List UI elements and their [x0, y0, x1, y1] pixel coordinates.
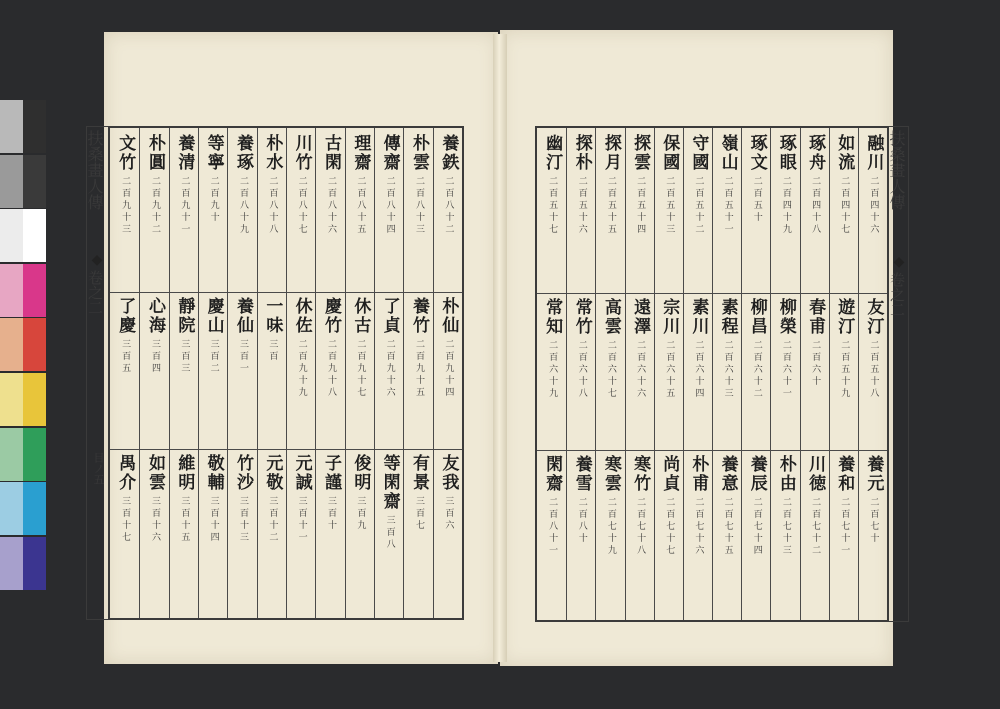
index-entry [110, 297, 139, 375]
index-column [257, 128, 286, 618]
artist-name: 傳齋 [379, 134, 400, 172]
artist-name: 慶山 [203, 297, 224, 336]
page-reference: 二百六十七 [605, 339, 616, 400]
color-swatch [0, 264, 23, 317]
page-reference: 三百十二 [267, 495, 278, 544]
artist-name: 元誠 [291, 453, 312, 492]
left-margin-page-number: 目ノ五 [92, 452, 105, 485]
artist-name: 柳榮 [775, 297, 796, 336]
artist-name: 高雲 [600, 297, 621, 336]
artist-name: 心海 [144, 297, 165, 336]
index-entry [655, 134, 683, 236]
color-swatch [23, 209, 46, 262]
page-reference: 二百六十二 [751, 339, 762, 400]
page-reference: 三百八 [384, 514, 395, 551]
artist-name: 探朴 [571, 134, 592, 172]
index-column [227, 128, 256, 618]
artist-name: 子謹 [320, 453, 341, 492]
index-entry [830, 134, 858, 236]
page-reference: 二百七十二 [810, 497, 821, 558]
color-swatch [0, 373, 23, 426]
color-swatch [23, 428, 46, 481]
page-reference: 三百五 [120, 339, 131, 376]
page-reference: 二百六十四 [693, 339, 704, 400]
page-reference: 二百四十九 [780, 176, 791, 236]
page-reference: 二百八十 [576, 497, 587, 546]
artist-name: 養元 [863, 455, 884, 494]
color-swatch [0, 209, 23, 262]
page-reference: 二百六十六 [635, 339, 646, 400]
artist-name: 養雪 [571, 455, 592, 494]
page-reference: 三百十三 [237, 495, 248, 544]
page-reference: 二百九十九 [296, 339, 307, 400]
artist-name: 探雲 [630, 134, 651, 172]
index-entry [375, 134, 403, 236]
color-swatch [0, 318, 23, 371]
page-reference: 三百十一 [296, 495, 307, 544]
index-entry [626, 298, 654, 400]
page-reference: 二百九十八 [325, 339, 336, 400]
artist-name: 了貞 [379, 297, 400, 336]
artist-name: 琢文 [746, 134, 767, 172]
index-entry [801, 134, 829, 236]
index-entry [859, 455, 887, 545]
color-swatch [23, 373, 46, 426]
page-reference: 二百八十三 [413, 176, 424, 236]
color-swatch [0, 100, 23, 153]
page-reference: 二百四十八 [810, 176, 821, 236]
left-margin-title: 扶桑畫人傳 [85, 130, 104, 210]
artist-name: 朴圓 [144, 134, 165, 172]
artist-name: 養鉄 [438, 134, 459, 172]
artist-name: 靜院 [174, 297, 195, 336]
index-column [537, 128, 566, 620]
artist-name: 古閑 [320, 134, 341, 172]
artist-name: 柳昌 [746, 297, 767, 336]
artist-name: 養琢 [232, 134, 253, 172]
page-reference: 三百十四 [208, 495, 219, 544]
index-entry [287, 454, 315, 544]
artist-name: 禺介 [115, 453, 136, 492]
artist-name: 常知 [542, 297, 563, 336]
page-reference: 二百八十五 [355, 176, 366, 236]
artist-name: 川徳 [805, 455, 826, 494]
page-reference: 二百八十二 [443, 176, 454, 236]
index-entry [404, 454, 432, 532]
page-reference: 三百十 [325, 495, 336, 532]
color-swatch [23, 100, 46, 153]
artist-name: 素川 [688, 297, 709, 336]
artist-name: 俊明 [350, 453, 371, 492]
page-reference: 三百一 [237, 339, 248, 376]
page-reference: 二百五十九 [839, 339, 850, 400]
artist-name: 等閑齋 [379, 453, 400, 511]
page-reference: 二百六十一 [780, 339, 791, 400]
index-entry [713, 455, 741, 557]
index-entry [596, 455, 624, 557]
artist-name: 養仙 [232, 297, 253, 336]
index-entry [742, 455, 770, 557]
page-reference: 二百五十七 [547, 176, 558, 236]
index-entry [258, 454, 286, 544]
artist-name: 川竹 [291, 134, 312, 172]
page-reference: 三百十七 [120, 495, 131, 544]
color-swatch [0, 482, 23, 535]
page-reference: 二百七十八 [635, 497, 646, 558]
artist-name: 朴雲 [408, 134, 429, 172]
index-entry [626, 134, 654, 236]
page-reference: 二百七十一 [839, 497, 850, 558]
index-entry [346, 134, 374, 236]
index-entry [567, 134, 595, 236]
index-entry [140, 454, 168, 544]
index-column [595, 128, 624, 620]
index-entry [655, 455, 683, 557]
artist-name: 常竹 [571, 297, 592, 336]
index-entry [228, 134, 256, 236]
left-fold-mark: ◆ [91, 252, 103, 268]
artist-name: 保國 [659, 134, 680, 172]
index-entry [771, 455, 799, 557]
artist-name: 如雲 [144, 453, 165, 492]
page-reference: 二百九十 [208, 176, 219, 224]
artist-name: 幽汀 [542, 134, 563, 172]
index-column [770, 128, 799, 620]
index-column [741, 128, 770, 620]
index-entry [258, 297, 286, 363]
index-column [433, 128, 462, 618]
index-entry [375, 297, 403, 399]
index-column [403, 128, 432, 618]
artist-name: 有景 [408, 453, 429, 492]
index-entry [771, 134, 799, 236]
page-reference: 三百二 [208, 339, 219, 376]
artist-name: 琢眼 [775, 134, 796, 172]
page-reference: 三百三 [179, 339, 190, 376]
page-reference: 二百九十六 [384, 339, 395, 400]
index-column [345, 128, 374, 618]
artist-name: 休古 [350, 297, 371, 336]
page-reference: 二百九十一 [179, 176, 190, 236]
index-column [169, 128, 198, 618]
artist-name: 琢舟 [805, 134, 826, 172]
artist-name: 探月 [600, 134, 621, 172]
index-entry [110, 454, 139, 544]
right-fold-mark: ◆ [893, 254, 905, 270]
index-entry [287, 134, 315, 236]
artist-name: 嶺山 [717, 134, 738, 172]
index-entry [228, 454, 256, 544]
index-column [858, 128, 887, 620]
index-entry [742, 298, 770, 400]
index-entry [684, 298, 712, 400]
page-reference: 二百八十一 [547, 497, 558, 558]
index-entry [567, 298, 595, 400]
page-reference: 二百四十六 [868, 176, 879, 236]
index-entry [830, 455, 858, 557]
page-reference: 三百七 [413, 495, 424, 532]
page-reference: 二百八十九 [237, 176, 248, 236]
index-entry [316, 454, 344, 532]
page-reference: 二百八十六 [325, 176, 336, 236]
index-entry [742, 134, 770, 224]
page-reference: 二百九十五 [413, 339, 424, 400]
page-reference: 二百五十 [751, 176, 762, 224]
index-entry [228, 297, 256, 375]
artist-name: 遊汀 [834, 297, 855, 336]
artist-name: 朴由 [775, 455, 796, 494]
index-entry [346, 297, 374, 399]
index-entry [859, 298, 887, 400]
artist-name: 友汀 [863, 297, 884, 336]
page-reference: 二百五十三 [664, 176, 675, 236]
index-entry [626, 455, 654, 557]
artist-name: 友我 [438, 453, 459, 492]
left-index-table [108, 126, 464, 620]
page-reference: 二百五十二 [693, 176, 704, 236]
page-reference: 二百八十七 [296, 176, 307, 236]
right-margin-title: 扶桑畫人傳 [887, 130, 906, 210]
artist-name: 遠澤 [630, 297, 651, 336]
color-swatch [23, 264, 46, 317]
page-reference: 二百七十七 [664, 497, 675, 558]
index-entry [170, 134, 198, 236]
index-entry [375, 454, 403, 551]
index-entry [404, 297, 432, 399]
color-swatch [0, 428, 23, 481]
index-entry [801, 298, 829, 388]
index-entry [801, 455, 829, 557]
page-reference: 二百九十二 [149, 176, 160, 236]
artist-name: 元敬 [262, 453, 283, 492]
page-reference: 二百八十四 [384, 176, 395, 236]
index-entry [316, 134, 344, 236]
index-entry [537, 298, 566, 400]
artist-name: 養竹 [408, 297, 429, 336]
index-column [683, 128, 712, 620]
index-entry [287, 297, 315, 399]
page-reference: 二百九十三 [120, 176, 131, 236]
artist-name: 養清 [174, 134, 195, 172]
page-reference: 三百十五 [179, 495, 190, 544]
page-reference: 二百六十三 [722, 339, 733, 400]
index-column [625, 128, 654, 620]
index-column [566, 128, 595, 620]
index-entry [537, 134, 566, 236]
page-reference: 二百九十四 [443, 339, 454, 400]
color-swatch [0, 537, 23, 590]
book-gutter [493, 34, 507, 662]
index-entry [655, 298, 683, 400]
index-entry [199, 134, 227, 224]
index-entry [258, 134, 286, 236]
index-entry [110, 134, 139, 236]
page-reference: 三百十六 [149, 495, 160, 544]
artist-name: 融川 [863, 134, 884, 172]
artist-name: 朴甫 [688, 455, 709, 494]
index-entry [830, 298, 858, 400]
page-reference: 三百六 [443, 495, 454, 532]
page-reference: 二百五十六 [576, 176, 587, 236]
index-entry [713, 134, 741, 236]
artist-name: 敬輔 [203, 453, 224, 492]
index-entry [684, 455, 712, 557]
index-entry [596, 134, 624, 236]
color-swatch [23, 318, 46, 371]
index-column [654, 128, 683, 620]
artist-name: 朴水 [262, 134, 283, 172]
artist-name: 竹沙 [232, 453, 253, 492]
artist-name: 慶竹 [320, 297, 341, 336]
index-entry [199, 297, 227, 375]
index-column [374, 128, 403, 618]
left-margin-volume: 卷之二 [86, 270, 104, 315]
page-reference: 二百五十一 [722, 176, 733, 236]
page-reference: 二百七十 [868, 497, 879, 546]
index-entry [140, 297, 168, 375]
index-entry [859, 134, 887, 236]
index-column [286, 128, 315, 618]
artist-name: 寒竹 [630, 455, 651, 494]
artist-name: 寒雲 [600, 455, 621, 494]
index-column [139, 128, 168, 618]
page-reference: 二百六十九 [547, 339, 558, 400]
index-entry [434, 454, 462, 532]
page-reference: 三百 [267, 339, 278, 364]
page-reference: 二百七十五 [722, 497, 733, 558]
artist-name: 如流 [834, 134, 855, 172]
color-swatch [23, 155, 46, 208]
artist-name: 養意 [717, 455, 738, 494]
index-entry [170, 297, 198, 375]
index-column [315, 128, 344, 618]
index-column [198, 128, 227, 618]
artist-name: 養辰 [746, 455, 767, 494]
page-reference: 二百五十五 [605, 176, 616, 236]
page-reference: 二百八十八 [267, 176, 278, 236]
index-entry [771, 298, 799, 400]
page-reference: 二百九十七 [355, 339, 366, 400]
artist-name: 維明 [174, 453, 195, 492]
right-margin-volume: 卷之二 [888, 272, 906, 317]
index-entry [316, 297, 344, 399]
artist-name: 春甫 [805, 297, 826, 336]
color-swatch [23, 537, 46, 590]
index-entry [346, 454, 374, 532]
right-index-table [535, 126, 889, 622]
index-column [829, 128, 858, 620]
color-swatch [23, 482, 46, 535]
artist-name: 朴仙 [438, 297, 459, 336]
artist-name: 一味 [262, 297, 283, 336]
page-reference: 二百六十 [810, 339, 821, 388]
index-entry [434, 297, 462, 399]
index-entry [684, 134, 712, 236]
page-reference: 二百五十八 [868, 339, 879, 400]
index-entry [434, 134, 462, 236]
artist-name: 守國 [688, 134, 709, 172]
page-reference: 三百九 [355, 495, 366, 532]
index-entry [713, 298, 741, 400]
page-reference: 二百七十三 [780, 497, 791, 558]
artist-name: 素程 [717, 297, 738, 336]
artist-name: 閑齋 [542, 455, 563, 494]
artist-name: 等寧 [203, 134, 224, 172]
page-reference: 二百四十七 [839, 176, 850, 236]
color-swatch [0, 155, 23, 208]
artist-name: 尚貞 [659, 455, 680, 494]
index-entry [537, 455, 566, 557]
index-entry [567, 455, 595, 545]
index-column [800, 128, 829, 620]
index-entry [404, 134, 432, 236]
color-calibration-card [0, 100, 46, 592]
artist-name: 了慶 [115, 297, 136, 336]
index-entry [596, 298, 624, 400]
index-entry [199, 454, 227, 544]
index-entry [170, 454, 198, 544]
index-column [712, 128, 741, 620]
artist-name: 理齋 [350, 134, 371, 172]
page-reference: 二百五十四 [635, 176, 646, 236]
artist-name: 文竹 [115, 134, 136, 172]
artist-name: 休佐 [291, 297, 312, 336]
page-reference: 三百四 [149, 339, 160, 376]
index-entry [140, 134, 168, 236]
page-reference: 二百六十五 [664, 339, 675, 400]
artist-name: 宗川 [659, 297, 680, 336]
artist-name: 養和 [834, 455, 855, 494]
page-reference: 二百七十六 [693, 497, 704, 558]
page-reference: 二百六十八 [576, 339, 587, 400]
page-reference: 二百七十九 [605, 497, 616, 558]
page-reference: 二百七十四 [751, 497, 762, 558]
index-column [110, 128, 139, 618]
